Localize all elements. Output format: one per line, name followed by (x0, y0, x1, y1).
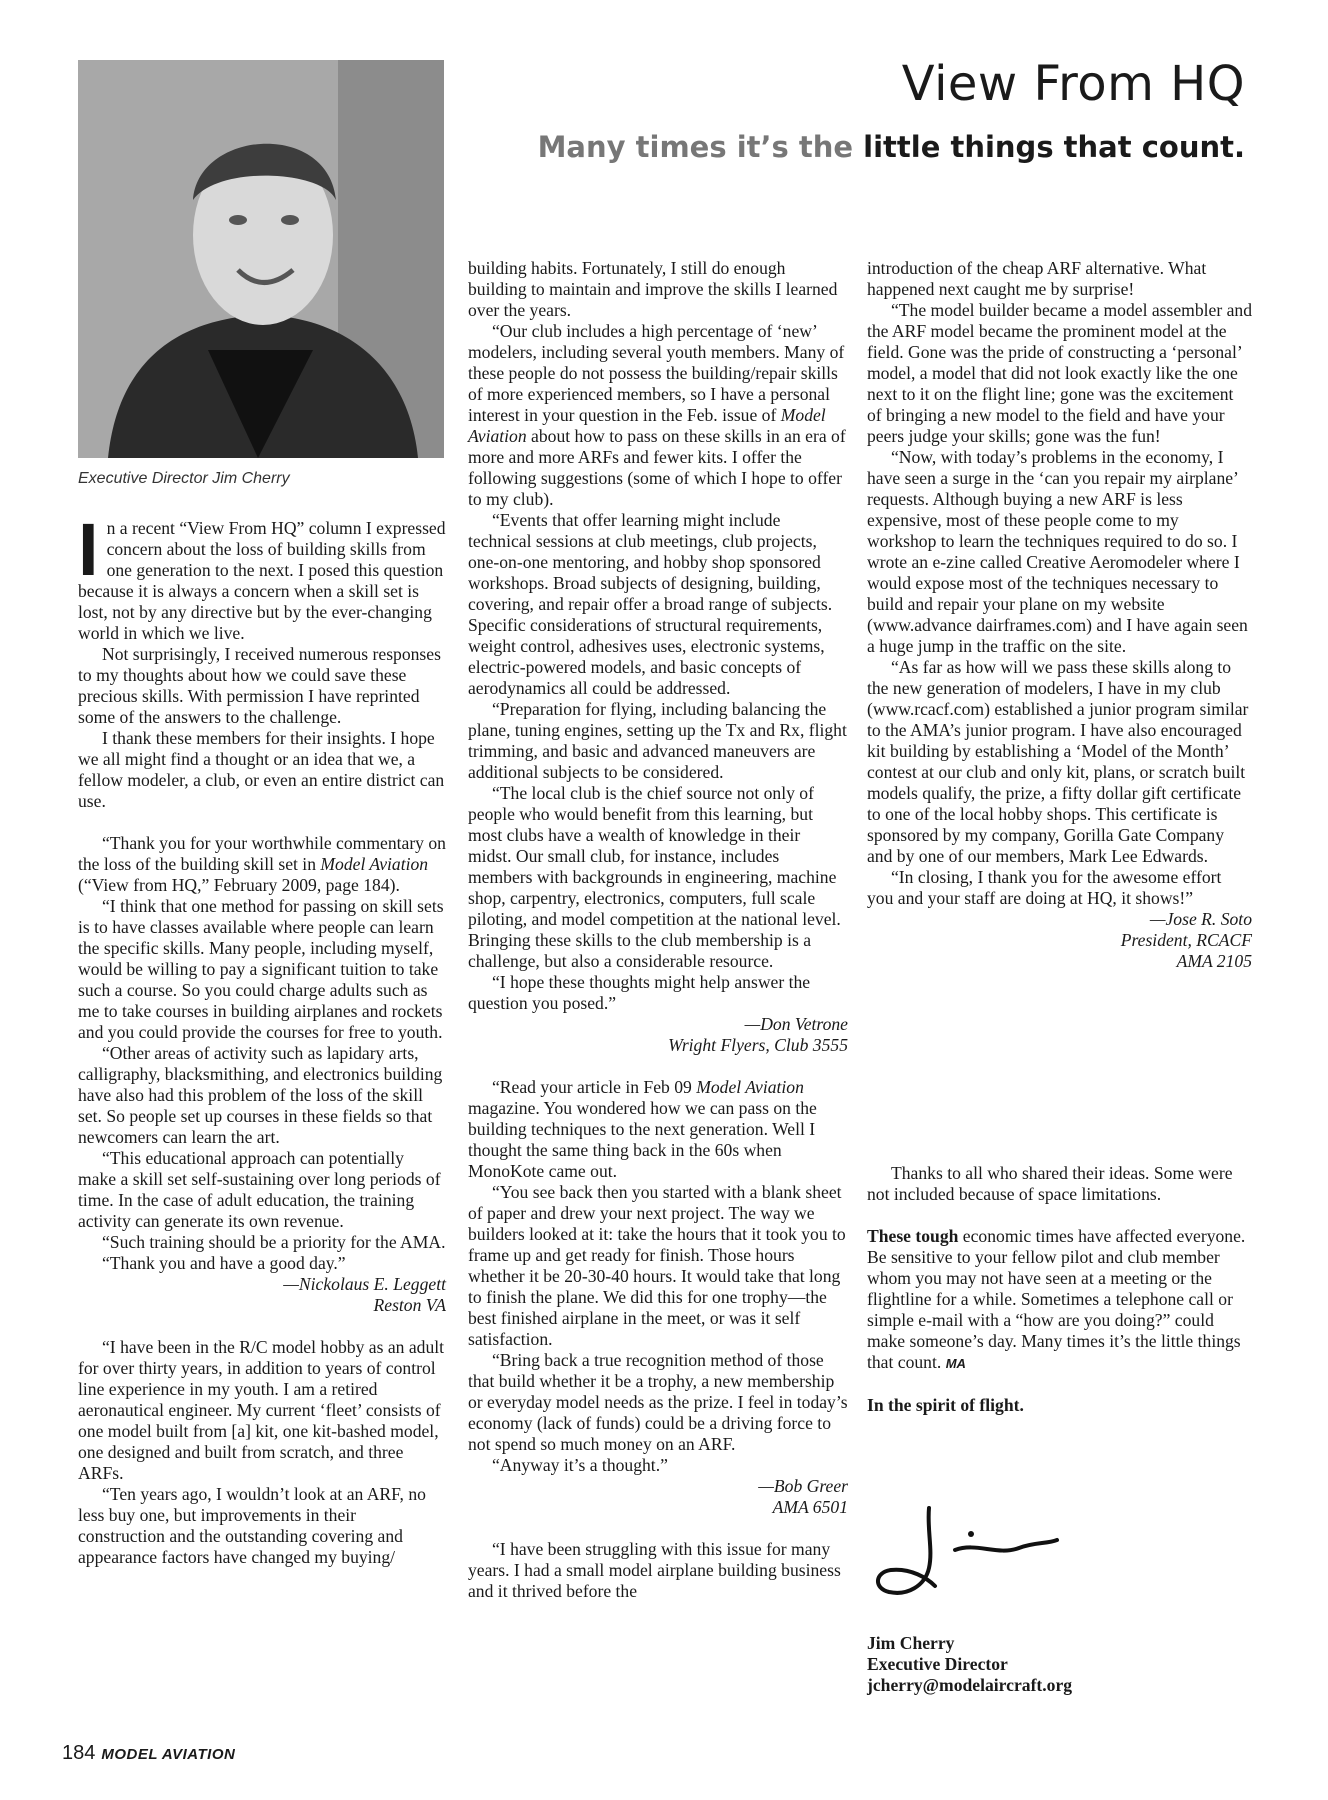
magazine-logo: MODEL AVIATION (101, 1746, 236, 1763)
article-column-3 (867, 258, 1252, 972)
page-subtitle (538, 130, 1245, 164)
paragraph-text: “Read your article in Feb 09 (492, 1077, 697, 1097)
page-number: 184 (62, 1742, 96, 1764)
paragraph: “As far as how will we pass these skills along to the new generation of modelers, I have in my club (www.rcacf.com) established a junior program similar to the AMA’s junior program. I have also encouraged kit building by establishing a ‘Model of the Month’ contest at our club and only kit, plans, or scratch built models qualify, the prize, a fifty dollar gift certificate to one of the local hobby shops. This certificate is sponsored by my company, Gorilla Gate Company and by one of our members, Mark Lee Edwards. (867, 657, 1249, 866)
paragraph-text: (“View from HQ,” February 2009, page 184). (78, 875, 400, 895)
paragraph-text: n a recent “View From HQ” column I expressed concern about the loss of building skills from one generation to the next. I posed this question because it is always a concern when a skill set is lost, not by any directive but by the ever-changing world in which we live. (78, 518, 446, 643)
paragraph: Thanks to all who shared their ideas. Some were not included because of space limitations. (867, 1163, 1233, 1204)
author-email: jcherry@modelaircraft.org (867, 1675, 1073, 1695)
paragraph: I thank these members for their insights. I hope we all might find a thought or an idea that we, a fellow modeler, a club, or even an entire district can use. (78, 728, 445, 811)
paragraph (468, 1077, 848, 1182)
intro-paragraph (78, 508, 446, 644)
paragraph: “I have been in the R/C model hobby as an adult for over thirty years, in addition to years of control line experience in my youth. I am a retired aeronautical engineer. My current ‘fleet’ consists of one model built from [a] kit, one kit-bashed model, one designed and built from scratch, and three ARFs. (78, 1337, 445, 1483)
subtitle-light: Many times it’s the (537, 130, 864, 164)
paragraph: Not surprisingly, I received numerous responses to my thoughts about how we could save these precious skills. With permission I have reprinted some of the answers to the challenge. (78, 644, 441, 727)
drop-cap: I (78, 508, 99, 591)
letter-signature-name: —Nickolaus E. Leggett (283, 1274, 446, 1294)
paragraph (78, 833, 446, 896)
magazine-name: Model Aviation (696, 1077, 804, 1097)
letter-signature-name: —Bob Greer (758, 1476, 848, 1496)
handwritten-signature (867, 1500, 1067, 1610)
letter-signature-title: President, RCACF (1120, 930, 1252, 950)
column-title: View From HQ (901, 56, 1245, 112)
paragraph-text: “Our club includes a high percentage of ‘new’ modelers, including several youth members. Many of these people do not possess the building/repair skills of more experienced members, so I have a personal interest in your question in the Feb. issue of (468, 321, 845, 425)
paragraph: “Other areas of activity such as lapidary arts, calligraphy, blacksmithing, and electronics building have also had this problem of the loss of the skill set. So people set up courses in these fields so that newcomers can learn the art. (78, 1043, 443, 1147)
paragraph: “You see back then you started with a blank sheet of paper and drew your next project. The way we builders looked at it: take the hours that it took you to frame up and get ready for finish. Those hours whether it be 20-30-40 hours. It would take that long to finish the plane. We did this for one trophy—the best finished airplane in the meet, or was it self satisfaction. (468, 1182, 846, 1349)
letter-signature-club: Wright Flyers, Club 3555 (668, 1035, 848, 1055)
letter-signature-place: Reston VA (373, 1295, 446, 1315)
letter-signature-name: —Don Vetrone (744, 1014, 848, 1034)
paragraph-text: magazine. You wondered how we can pass on the building techniques to the next generation. Well I thought the same thing back in the 60s when MonoKote came out. (468, 1098, 817, 1181)
paragraph: building habits. Fortunately, I still do enough building to maintain and improve the skills I learned over the years. (468, 258, 838, 320)
paragraph-text: about how to pass on these skills in an era of more and more ARFs and fewer kits. I offer the following suggestions (some of which I hope to offer to my club). (468, 426, 846, 509)
magazine-name: Model Aviation (468, 405, 826, 446)
author-signature-block (867, 1633, 1072, 1696)
paragraph (867, 1226, 1252, 1374)
paragraph (468, 321, 848, 510)
author-name: Jim Cherry (867, 1633, 955, 1653)
paragraph: “Such training should be a priority for the AMA. (102, 1232, 446, 1252)
paragraph-text: “Thank you for your worthwhile commentary on the loss of the building skill set in (78, 833, 446, 874)
article-column-2 (468, 258, 848, 1602)
author-photo (78, 60, 444, 458)
subtitle-dark: little things that count. (863, 130, 1245, 164)
paragraph: “The model builder became a model assembler and the ARF model became the prominent model at the field. Gone was the pride of constructing a ‘personal’ model, a model that did not look exactly like the one next to it on the flight line; gone was the excitement of bringing a new model to the field and have your peers judge your skills; gone was the fun! (867, 300, 1253, 446)
paragraph: “Anyway it’s a thought.” (492, 1455, 668, 1475)
photo-caption: Executive Director Jim Cherry (78, 470, 290, 487)
magazine-name: Model Aviation (320, 854, 429, 874)
paragraph: “I have been struggling with this issue for many years. I had a small model airplane building business and it thrived before the (468, 1539, 841, 1601)
paragraph: “Now, with today’s problems in the economy, I have seen a surge in the ‘can you repair my airplane’ requests. Although buying a new ARF is less expensive, most of these people come to my workshop to learn the techniques required to do so. I wrote an e-zine called Creative Aeromodeler where I would expose most of the techniques necessary to build and repair your plane on my website (www.advance dairframes.com) and I have again seen a huge jump in the traffic on the site. (867, 447, 1248, 656)
signature-image (867, 1500, 1067, 1610)
paragraph: “I think that one method for passing on skill sets is to have classes available where people can learn the specific skills. Many people, including myself, would be willing to pay a significant tuition to take such a course. So you could charge adults such as me to take courses in building airplanes and rockets and you could provide the courses for free to youth. (78, 896, 444, 1042)
paragraph-text: economic times have affected everyone. Be sensitive to your fellow pilot and club member whom you may not have seen at a meeting or the flightline for a while. Sometimes a telephone call or simple e-mail with a “how are you doing?” could make someone’s day. Many times it’s the little things that count. (867, 1226, 1246, 1372)
closing-line: In the spirit of flight. (867, 1395, 1024, 1415)
paragraph: introduction of the cheap ARF alternative. What happened next caught me by surprise! (867, 258, 1207, 299)
paragraph: “I hope these thoughts might help answer the question you posed.” (468, 972, 811, 1013)
page-footer (62, 1742, 235, 1765)
paragraph: “Preparation for flying, including balancing the plane, tuning engines, setting up the Tx and Rx, flight trimming, and basic and advanced maneuvers are additional subjects to be considered. (468, 699, 847, 782)
letter-signature-ama: AMA 2105 (1176, 951, 1252, 971)
paragraph: “The local club is the chief source not only of people who would benefit from this learning, but most clubs have a wealth of knowledge in their midst. Our small club, for instance, includes members with backgrounds in engineering, machine shop, carpentry, electronics, computers, full scale piloting, and model competition at the national level. Bringing these skills to the club membership is a challenge, but also a considerable resource. (468, 783, 841, 971)
paragraph: “This educational approach can potentially make a skill set self-sustaining over long periods of time. In the case of adult education, the training activity can generate its own revenue. (78, 1148, 441, 1231)
article-column-1 (78, 508, 446, 1568)
paragraph: “Thank you and have a good day.” (102, 1253, 346, 1273)
paragraph: “Events that offer learning might include technical sessions at club meetings, club projects, one-on-one mentoring, and hobby shop sponsored workshops. Broad subjects of designing, building, covering, and repair offer a broad range of subjects. Specific considerations of structural requirements, weight control, adhesives uses, electronic systems, electric-powered models, and basic concepts of aerodynamics all could be addressed. (468, 510, 833, 698)
paragraph: “In closing, I thank you for the awesome effort you and your staff are doing at HQ, it shows!” (867, 867, 1222, 908)
ma-end-mark: MA (945, 1356, 966, 1371)
lead-in: These tough (867, 1226, 959, 1246)
article-column-3-closing (867, 1163, 1252, 1416)
letter-signature-ama: AMA 6501 (772, 1497, 848, 1517)
paragraph: “Bring back a true recognition method of those that build whether it be a trophy, a new membership or everyday model needs as the prize. I feel in today’s economy (lack of funds) could be a driving force to not spend so much money on an ARF. (468, 1350, 848, 1454)
author-title: Executive Director (867, 1654, 1008, 1674)
letter-signature-name: —Jose R. Soto (1149, 909, 1252, 929)
portrait-image (78, 60, 444, 458)
paragraph: “Ten years ago, I wouldn’t look at an ARF, no less buy one, but improvements in their construction and the outstanding covering and appearance factors have changed my buying/ (78, 1484, 426, 1567)
